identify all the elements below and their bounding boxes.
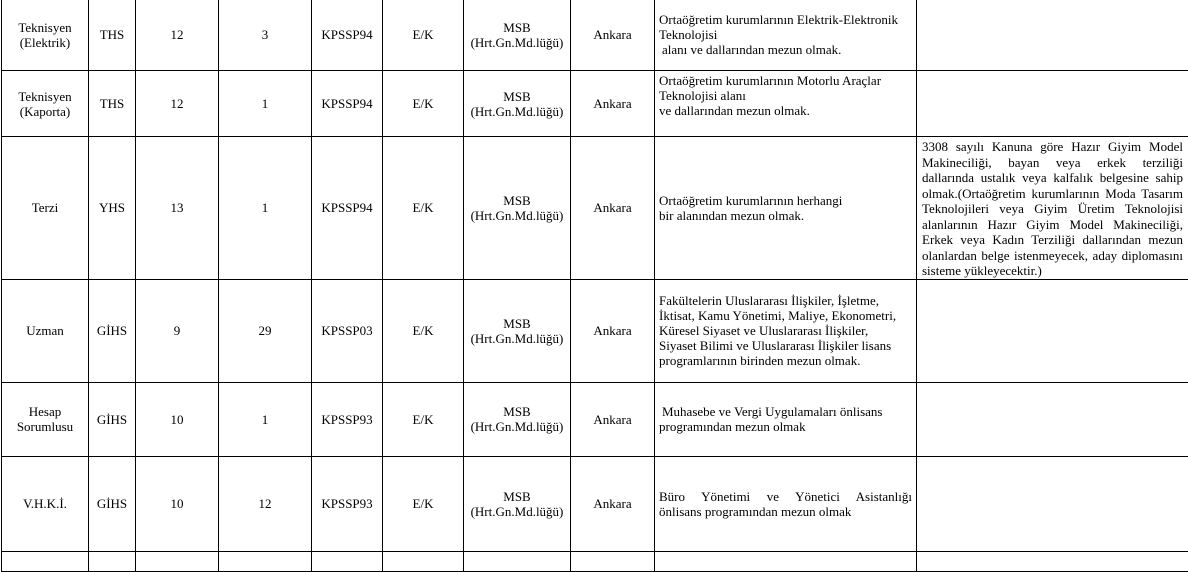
requirement-cell	[655, 456, 917, 551]
city-cell: Ankara	[571, 279, 655, 382]
count-cell: 1	[219, 382, 312, 456]
title-cell	[2, 382, 89, 456]
title-line: Terzi	[2, 200, 88, 215]
note-cell	[917, 0, 1188, 71]
unit-line: MSB	[464, 316, 570, 331]
note-cell	[917, 551, 1188, 571]
unit-line: (Hrt.Gn.Md.lüğü)	[464, 419, 570, 434]
note-cell	[917, 279, 1188, 382]
gender-cell: E/K	[383, 71, 464, 137]
position-table	[1, 0, 1188, 572]
degree-cell: 10	[136, 456, 219, 551]
requirement-line: Teknolojisi alanı	[659, 88, 912, 103]
degree-cell: 12	[136, 0, 219, 71]
degree-cell: 10	[136, 382, 219, 456]
unit-line: (Hrt.Gn.Md.lüğü)	[464, 208, 570, 223]
count-cell	[219, 551, 312, 571]
title-cell	[2, 551, 89, 571]
kpss-cell: KPSSP94	[312, 0, 383, 71]
requirement-cell	[655, 137, 917, 280]
requirement-line: önlisans programından mezun olmak	[659, 504, 912, 519]
table-row	[2, 382, 1188, 456]
kpss-cell: KPSSP94	[312, 71, 383, 137]
requirement-line: İktisat, Kamu Yönetimi, Maliye, Ekonometri,	[659, 308, 912, 323]
degree-cell: 9	[136, 279, 219, 382]
gender-cell: E/K	[383, 382, 464, 456]
class-cell: THS	[89, 71, 136, 137]
title-line: Teknisyen	[2, 20, 88, 35]
requirement-line: Ortaöğretim kurumlarının Elektrik-Elektronik	[659, 12, 912, 27]
gender-cell: E/K	[383, 137, 464, 280]
count-cell: 12	[219, 456, 312, 551]
requirement-line: Teknolojisi	[659, 27, 912, 42]
requirement-line: Siyaset Bilimi ve Uluslararası İlişkiler lisans	[659, 338, 912, 353]
requirement-line: Fakültelerin Uluslararası İlişkiler, İşletme,	[659, 293, 912, 308]
title-line: (Kaporta)	[2, 104, 88, 119]
class-cell: YHS	[89, 137, 136, 280]
table-row	[2, 456, 1188, 551]
title-line: (Elektrik)	[2, 35, 88, 50]
unit-cell	[464, 456, 571, 551]
gender-cell: E/K	[383, 279, 464, 382]
requirement-cell	[655, 71, 917, 137]
unit-cell	[464, 279, 571, 382]
note-cell	[917, 456, 1188, 551]
degree-cell	[136, 551, 219, 571]
unit-line: MSB	[464, 193, 570, 208]
title-cell	[2, 0, 89, 71]
unit-cell	[464, 0, 571, 71]
city-cell	[571, 551, 655, 571]
count-cell: 3	[219, 0, 312, 71]
class-cell: GİHS	[89, 456, 136, 551]
unit-line: MSB	[464, 404, 570, 419]
requirement-cell	[655, 382, 917, 456]
requirement-line: Büro Yönetimi ve Yönetici Asistanlığı	[659, 489, 912, 504]
requirement-line: ve dallarından mezun olmak.	[659, 103, 912, 118]
requirement-line: Ortaöğretim kurumlarının Motorlu Araçlar	[659, 73, 912, 88]
requirement-line: alanı ve dallarından mezun olmak.	[659, 42, 912, 57]
unit-cell	[464, 551, 571, 571]
title-cell	[2, 456, 89, 551]
degree-cell: 12	[136, 71, 219, 137]
title-line: Sorumlusu	[2, 419, 88, 434]
requirement-line: Muhasebe ve Vergi Uygulamaları önlisans	[659, 404, 912, 419]
class-cell: GİHS	[89, 382, 136, 456]
title-line: Hesap	[2, 404, 88, 419]
kpss-cell: KPSSP94	[312, 137, 383, 280]
class-cell	[89, 551, 136, 571]
city-cell: Ankara	[571, 0, 655, 71]
count-cell: 1	[219, 71, 312, 137]
class-cell: THS	[89, 0, 136, 71]
count-cell: 29	[219, 279, 312, 382]
unit-line: (Hrt.Gn.Md.lüğü)	[464, 504, 570, 519]
table-row	[2, 279, 1188, 382]
kpss-cell	[312, 551, 383, 571]
title-line: Teknisyen	[2, 89, 88, 104]
city-cell: Ankara	[571, 137, 655, 280]
kpss-cell: KPSSP93	[312, 382, 383, 456]
unit-line: MSB	[464, 89, 570, 104]
note-cell: 3308 sayılı Kanuna göre Hazır Giyim Model Makineciliği, bayan veya erkek terziliği dallarında ustalık veya kalfalık belgesine sahip olmak.(Ortaöğretim kurumlarının Moda Tasarım Teknolojileri veya Giyim Üretim Teknolojisi alanlarının Hazır Giyim Model Makineciliği, Erkek veya Kadın Terziliği dallarından mezun olanlardan belge istenmeyecek, aday diplomasını sisteme yükleyecektir.)	[917, 137, 1188, 280]
title-line: V.H.K.İ.	[2, 496, 88, 511]
note-cell	[917, 71, 1188, 137]
note-cell	[917, 382, 1188, 456]
requirement-line: programından mezun olmak	[659, 419, 912, 434]
table-row	[2, 0, 1188, 71]
title-cell	[2, 137, 89, 280]
kpss-cell: KPSSP93	[312, 456, 383, 551]
unit-cell	[464, 382, 571, 456]
unit-line: (Hrt.Gn.Md.lüğü)	[464, 104, 570, 119]
unit-line: MSB	[464, 20, 570, 35]
class-cell: GİHS	[89, 279, 136, 382]
gender-cell: E/K	[383, 0, 464, 71]
count-cell: 1	[219, 137, 312, 280]
requirement-cell	[655, 551, 917, 571]
table-row	[2, 137, 1188, 280]
city-cell: Ankara	[571, 382, 655, 456]
gender-cell	[383, 551, 464, 571]
requirement-line: programlarının birinden mezun olmak.	[659, 353, 912, 368]
unit-cell	[464, 137, 571, 280]
title-line: Uzman	[2, 323, 88, 338]
degree-cell: 13	[136, 137, 219, 280]
title-cell	[2, 71, 89, 137]
table-row	[2, 71, 1188, 137]
requirement-line: Küresel Siyaset ve Uluslararası İlişkiler,	[659, 323, 912, 338]
title-cell	[2, 279, 89, 382]
unit-line: (Hrt.Gn.Md.lüğü)	[464, 35, 570, 50]
unit-line: (Hrt.Gn.Md.lüğü)	[464, 331, 570, 346]
gender-cell: E/K	[383, 456, 464, 551]
kpss-cell: KPSSP03	[312, 279, 383, 382]
requirement-cell	[655, 279, 917, 382]
unit-line: MSB	[464, 489, 570, 504]
requirement-cell	[655, 0, 917, 71]
requirement-line: Ortaöğretim kurumlarının herhangi	[659, 193, 912, 208]
requirement-line: bir alanından mezun olmak.	[659, 208, 912, 223]
table-row	[2, 551, 1188, 571]
city-cell: Ankara	[571, 456, 655, 551]
unit-cell	[464, 71, 571, 137]
city-cell: Ankara	[571, 71, 655, 137]
